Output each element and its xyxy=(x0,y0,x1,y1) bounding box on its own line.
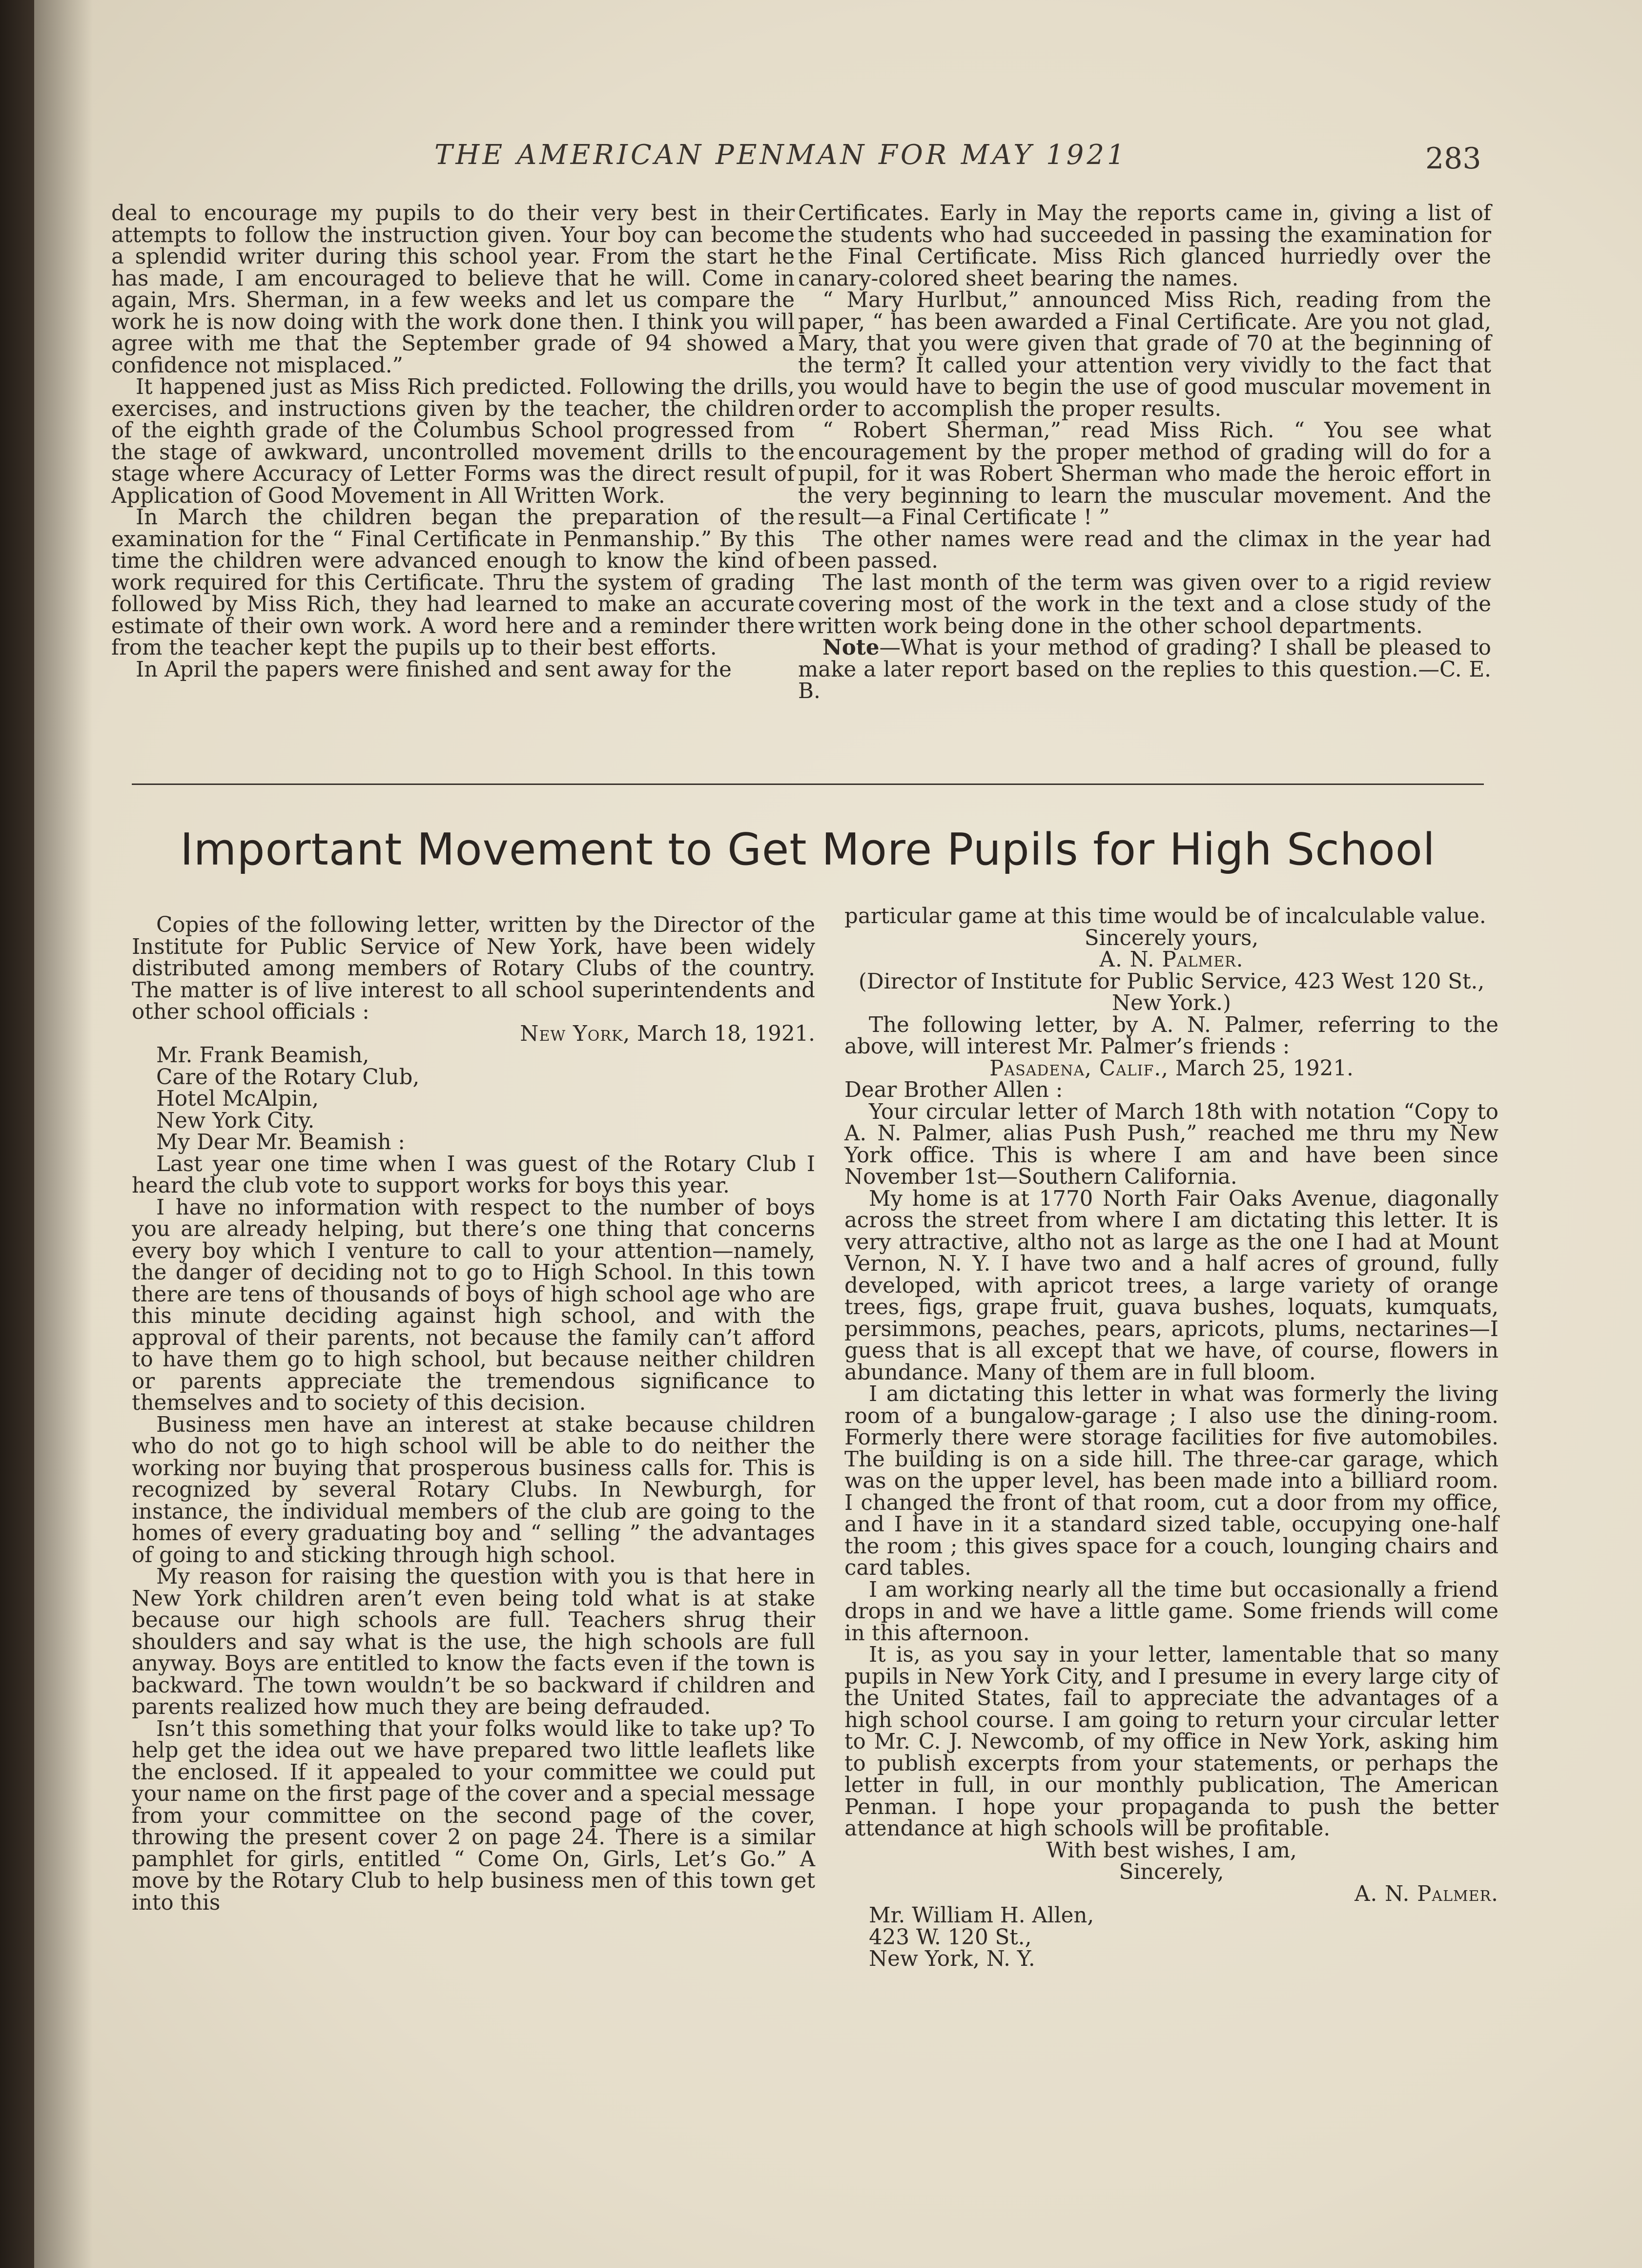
dateline xyxy=(132,1023,815,1045)
magazine-page xyxy=(34,0,1642,2268)
dateline-place: New York, xyxy=(520,1021,631,1046)
letter-paragraph: My home is at 1770 North Fair Oaks Avenue, diagonally across the street from where I am dictating this letter. It is very attractive, altho not as large as the one I had at Mount Vernon, N. Y. I have two and a half acres of ground, fully developed, with apricot trees, a large variety of orange trees, figs, grape fruit, guava bushes, loquats, kumquats, persimmons, peaches, pears, apricots, plums, nectarines—I guess that is all except that we have, of course, flowers in abundance. Many of them are in full bloom. xyxy=(844,1186,1498,1385)
intro-paragraph: Copies of the following letter, written by the Director of the Institute for Public Service of New York, have been widely distributed among members of Rotary Clubs of the country. The matter is of live interest to all school superintendents and other school officials : xyxy=(132,913,815,1024)
letter-paragraph: Your circular letter of March 18th with notation “Copy to A. N. Palmer, alias Push Push,” reached me thru my New York office. This is where I am and have been since November 1st—Southern California. xyxy=(844,1099,1498,1189)
note-label: Note xyxy=(822,635,880,660)
closing: Sincerely yours, xyxy=(1084,926,1259,950)
letter-paragraph: I am dictating this letter in what was formerly the living room of a bungalow-garage ; I also use the dining-room. Formerly there were storage facilities for five automobiles. The building is on a side hill. The three-car garage, which was on the upper level, has been made into a billiard room. I changed the front of that room, cut a door from my office, and I have in it a standard sized table, occupying one-half the room ; this gives space for a couch, lounging chairs and card tables. xyxy=(844,1382,1498,1580)
top-right-column xyxy=(798,203,1491,702)
signature-title: (Director of Institute for Public Service, 423 West 120 St., New York.) xyxy=(858,969,1485,1015)
top-left-column xyxy=(111,203,795,680)
paragraph: The last month of the term was given over to a rigid review covering most of the work in the text and a close study of the written work being done in the other school departments. xyxy=(798,570,1491,639)
bottom-left-column xyxy=(132,914,815,1914)
closing: With best wishes, I am, xyxy=(1046,1838,1297,1863)
paragraph: It happened just as Miss Rich predicted. Following the drills, exercises, and instructions given by the teacher, the children of the eighth grade of the Columbus School progressed from the stage of awkward, uncontrolled movement drills to the stage where Accuracy of Letter Forms was the direct result of Application of Good Movement in All Written Work. xyxy=(111,375,795,508)
recipient-line: New York, N. Y. xyxy=(869,1947,1035,1971)
paragraph: deal to encourage my pupils to do their very best in their attempts to follow the instruction given. Your boy can become a splendid writer during this school year. From the start he has made, I am encouraged to believe that he will. Come in again, Mrs. Sherman, in a few weeks and let us compare the work he is now doing with the work done then. I think you will agree with me that the September grade of 94 showed a confidence not misplaced.” xyxy=(111,201,795,378)
gutter-shadow xyxy=(34,0,93,2268)
section-divider xyxy=(132,783,1484,785)
letter-paragraph: My reason for raising the question with you is that here in New York children aren’t even being told what is at stake because our high schools are full. Teachers shrug their shoulders and say what is the use, the high schools are full anyway. Boys are entitled to know the facts even if the town is backward. The town wouldn’t be so backward if children and parents realized how much they are being defrauded. xyxy=(132,1565,815,1719)
address-line: New York City. xyxy=(156,1108,315,1133)
signature: A. N. Palmer. xyxy=(1355,1881,1498,1906)
editor-note xyxy=(798,637,1491,702)
paragraph: In April the papers were finished and sent away for the xyxy=(136,657,732,682)
letter-paragraph: Isn’t this something that your folks would like to take up? To help get the idea out we have prepared two little leaflets like the enclosed. If it appealed to your committee we could put your name on the first page of the cover and a special message from your committee on the second page of the cover, throwing the present cover 2 on page 24. There is a similar pamphlet for girls, entitled “ Come On, Girls, Let’s Go.” A move by the Rotary Club to help business men of this town get into this xyxy=(132,1716,815,1915)
salutation: Dear Brother Allen : xyxy=(844,1078,1063,1102)
letter-paragraph: It is, as you say in your letter, lamentable that so many pupils in New York City, and I presume in every large city of the United States, fail to appreciate the advantages of a high school course. I am going to return your circular letter to Mr. C. J. Newcomb, of my office in New York, asking him to publish excerpts from your statements, or perhaps the letter in full, in our monthly publication, The American Penman. I hope your propaganda to push the better attendance at high schools will be profitable. xyxy=(844,1643,1498,1841)
signature: A. N. Palmer. xyxy=(1099,948,1244,972)
article-headline: Important Movement to Get More Pupils for High School xyxy=(180,824,1436,875)
running-header: THE AMERICAN PENMAN FOR MAY 1921 xyxy=(434,139,1128,171)
paragraph: “ Mary Hurlbut,” announced Miss Rich, reading from the paper, “ has been awarded a Final Certificate. Are you not glad, Mary, that you were given that grade of 70 at the beginning of the term? It called your attention very vividly to the fact that you would have to begin the use of good muscular movement in order to accomplish the proper results. xyxy=(798,288,1491,421)
address-line: Hotel McAlpin, xyxy=(156,1087,319,1111)
paragraph: “ Robert Sherman,” read Miss Rich. “ You see what encouragement by the proper method of grading will do for a pupil, for it was Robert Sherman who made the heroic effort in the very beginning to learn the muscular movement. And the result—a Final Certificate ! ” xyxy=(798,418,1491,530)
letter-paragraph: I have no information with respect to the number of boys you are already helping, but there’s one thing that concerns every boy which I venture to call to your attention—namely, the danger of deciding not to go to High School. In this town there are tens of thousands of boys of high school age who are this minute deciding against high school, and with the approval of their parents, not because the family can’t afford to have them go to high school, but because neither children or parents appreciate the tremendous significance to themselves and to society of this decision. xyxy=(132,1195,815,1415)
dateline-date: March 18, 1921. xyxy=(636,1021,815,1046)
closing: Sincerely, xyxy=(1119,1860,1224,1884)
salutation: My Dear Mr. Beamish : xyxy=(156,1130,405,1155)
intro-paragraph: The following letter, by A. N. Palmer, referring to the above, will interest Mr. Palmer’s friends : xyxy=(844,1012,1498,1059)
address-line: Care of the Rotary Club, xyxy=(156,1065,420,1090)
letter-paragraph: I am working nearly all the time but occasionally a friend drops in and we have a little game. Some friends will come in this afternoon. xyxy=(844,1577,1498,1646)
recipient-line: Mr. William H. Allen, xyxy=(869,1903,1094,1928)
dateline-place: Pasadena, Calif., xyxy=(989,1056,1169,1081)
bottom-right-column xyxy=(844,906,1498,1970)
continuation: particular game at this time would be of incalculable value. xyxy=(844,904,1486,928)
page-number: 283 xyxy=(1425,142,1481,176)
note-text: —What is your method of grading? I shall be pleased to make a later report based on the replies to this question.—C. E. B. xyxy=(798,636,1491,703)
recipient-line: 423 W. 120 St., xyxy=(869,1925,1032,1950)
paragraph: In March the children began the preparation of the examination for the “ Final Certificate in Penmanship.” By this time the children were advanced enough to know the kind of work required for this Certificate. Thru the system of grading followed by Miss Rich, they had learned to make an accurate estimate of their own work. A word here and a reminder there from the teacher kept the pupils up to their best efforts. xyxy=(111,505,795,660)
paragraph: Certificates. Early in May the reports came in, giving a list of the students who had succeeded in passing the examination for the Final Certificate. Miss Rich glanced hurriedly over the canary-colored sheet bearing the names. xyxy=(798,201,1491,291)
letter-paragraph: Business men have an interest at stake because children who do not go to high school will be able to do neither the working nor buying that prosperous business calls for. This is recognized by several Rotary Clubs. In Newburgh, for instance, the individual members of the club are going to the homes of every graduating boy and “ selling ” the advantages of going to and sticking through high school. xyxy=(132,1412,815,1567)
dateline-date: March 25, 1921. xyxy=(1175,1056,1354,1081)
letter-paragraph: Last year one time when I was guest of the Rotary Club I heard the club vote to support works for boys this year. xyxy=(132,1152,815,1198)
address-line: Mr. Frank Beamish, xyxy=(156,1043,369,1068)
dateline xyxy=(844,1058,1498,1080)
paragraph: The other names were read and the climax in the year had been passed. xyxy=(798,527,1491,573)
